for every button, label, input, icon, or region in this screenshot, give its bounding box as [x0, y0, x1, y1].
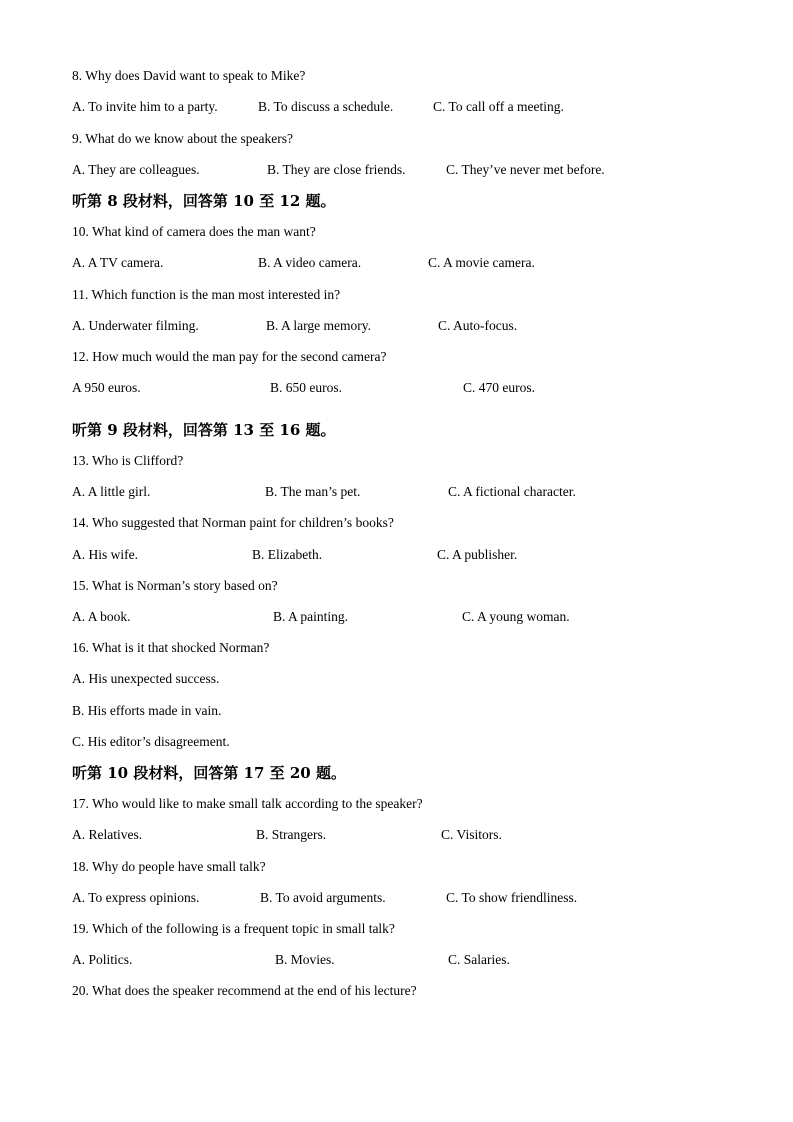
option-a: A. A little girl. [72, 484, 151, 499]
option-c: C. A fictional character. [448, 484, 576, 499]
question-19-stem: 19. Which of the following is a frequent topic in small talk? [72, 921, 395, 936]
question-18-stem: 18. Why do people have small talk? [72, 859, 266, 874]
option-b: B. The man’s pet. [265, 484, 361, 499]
section-heading-9: 听第 9 段材料，回答第 13 至 16 题。 [72, 421, 336, 439]
question-16-option-a: A. His unexpected success. [72, 671, 220, 686]
option-b: B. They are close friends. [267, 162, 406, 177]
option-c: C. Auto-focus. [438, 318, 518, 333]
question-17-stem: 17. Who would like to make small talk according to the speaker? [72, 796, 423, 811]
option-a: A. To express opinions. [72, 890, 200, 905]
option-c: C. To call off a meeting. [433, 99, 564, 114]
option-a: A. A book. [72, 609, 131, 624]
question-10-stem: 10. What kind of camera does the man want? [72, 224, 316, 239]
option-a: A 950 euros. [72, 380, 141, 395]
option-c: C. A young woman. [462, 609, 570, 624]
question-16-option-c: C. His editor’s disagreement. [72, 734, 230, 749]
option-b: B. Movies. [275, 952, 335, 967]
option-b: B. Elizabeth. [252, 547, 323, 562]
option-c: C. 470 euros. [463, 380, 535, 395]
option-c: C. They’ve never met before. [446, 162, 605, 177]
option-b: B. To avoid arguments. [260, 890, 386, 905]
option-c: C. Salaries. [448, 952, 510, 967]
question-16-stem: 16. What is it that shocked Norman? [72, 640, 270, 655]
option-a: A. Politics. [72, 952, 133, 967]
question-16-option-b: B. His efforts made in vain. [72, 703, 222, 718]
option-b: B. A video camera. [258, 255, 362, 270]
option-a: A. They are colleagues. [72, 162, 200, 177]
option-c: C. A publisher. [437, 547, 518, 562]
option-a: A. A TV camera. [72, 255, 164, 270]
question-8-stem: 8. Why does David want to speak to Mike? [72, 68, 306, 83]
option-b: B. Strangers. [256, 827, 327, 842]
option-a: A. Underwater filming. [72, 318, 199, 333]
option-b: B. A painting. [273, 609, 349, 624]
option-b: B. To discuss a schedule. [258, 99, 394, 114]
option-c: C. To show friendliness. [446, 890, 578, 905]
option-a: A. His wife. [72, 547, 138, 562]
question-20-stem: 20. What does the speaker recommend at the end of his lecture? [72, 983, 417, 998]
section-heading-10: 听第 10 段材料，回答第 17 至 20 题。 [72, 764, 346, 782]
option-a: A. To invite him to a party. [72, 99, 218, 114]
option-b: B. 650 euros. [270, 380, 342, 395]
question-13-stem: 13. Who is Clifford? [72, 453, 184, 468]
option-a: A. Relatives. [72, 827, 143, 842]
question-15-stem: 15. What is Norman’s story based on? [72, 578, 278, 593]
option-b: B. A large memory. [266, 318, 371, 333]
question-11-stem: 11. Which function is the man most interested in? [72, 287, 341, 302]
option-c: C. Visitors. [441, 827, 502, 842]
option-c: C. A movie camera. [428, 255, 535, 270]
question-12-stem: 12. How much would the man pay for the second camera? [72, 349, 387, 364]
question-9-stem: 9. What do we know about the speakers? [72, 131, 293, 146]
question-14-stem: 14. Who suggested that Norman paint for children’s books? [72, 515, 394, 530]
section-heading-8: 听第 8 段材料，回答第 10 至 12 题。 [72, 192, 336, 210]
